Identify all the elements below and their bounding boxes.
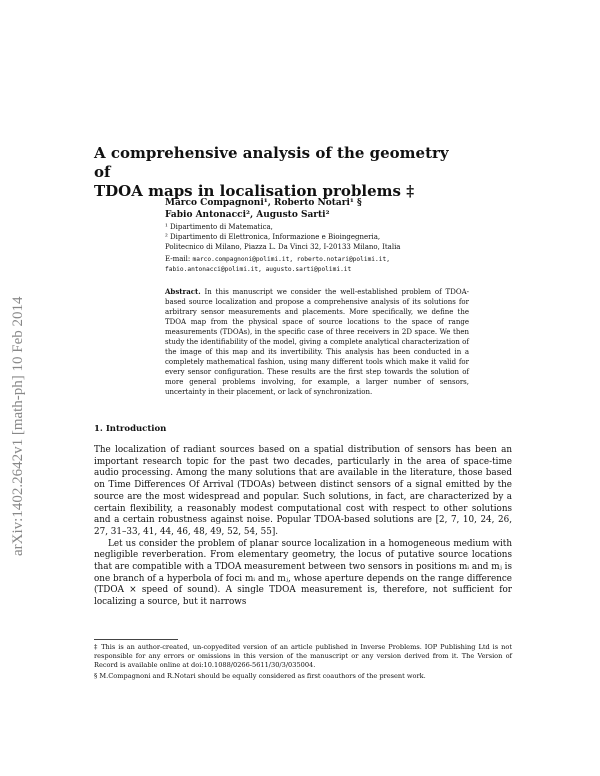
paragraph-1: The localization of radiant sources based on a spatial distribution of sensors has been an important research topic for the past two decades, particularly in the area of space-time audio processing. Among the many solutions that are available in the literature, those based on Time Differences Of Arrival (TDOAs) between distinct sensors of a signal emitted by the source are the most widespread and popular. Such solutions, in fact, are characterized by a certain flexibility, a reasonably modest computational cost with respect to other solutions and a certain robustness against noise. Popular TDOA-based solutions are [2, 7, 10, 24, 26, 27, 31–33, 41, 44, 46, 48, 49, 52, 54, 55]. — [94, 445, 512, 537]
email-line-2[interactable]: fabio.antonacci@polimi.it, augusto.sarti@polimi.it — [165, 266, 352, 273]
email-line-1[interactable]: marco.compagnoni@polimi.it, roberto.notari@polimi.it, — [192, 256, 390, 263]
author-emails — [165, 254, 495, 275]
email-prefix: E-mail: — [165, 255, 193, 263]
title-line-1: A comprehensive analysis of the geometry of — [94, 144, 449, 181]
abstract-label: Abstract. — [165, 287, 201, 296]
paper-title — [94, 144, 454, 201]
abstract-text: In this manuscript we consider the well-established problem of TDOA-based source localization and propose a comprehensive analysis of its solutions for arbitrary sensor measurements and placements. More specifically, we define the TDOA map from the physical space of source locations to the space of range measurements (TDOAs), in the specific case of three receivers in 2D space. We then study the identifiability of the model, giving a complete analytical characterization of the image of this map and its invertibility. This analysis has been conducted in a completely mathematical fashion, using many different tools which make it valid for every sensor configuration. These results are the first step towards the solution of more general problems involving, for example, a larger number of sensors, uncertainty in their placement, or lack of synchronization. — [165, 288, 469, 396]
arxiv-identifier: arXiv:1402.2642v1 [math-ph] 10 Feb 2014 — [10, 296, 26, 556]
affiliation-line-2: ² Dipartimento di Elettronica, Informazione e Bioingegneria, — [165, 233, 381, 241]
authors-line-2: Fabio Antonacci², Augusto Sarti² — [165, 210, 330, 220]
introduction-body — [94, 445, 512, 609]
paragraph-2: Let us consider the problem of planar source localization in a homogeneous medium with negligible reverberation. From elementary geometry, the locus of putative source locations that are compatible with a TDOA measurement between two sensors in positions mᵢ and mⱼ is one branch of a hyperbola of foci mᵢ and mⱼ, whose aperture depends on the range difference (TDOA × speed of sound). A single TDOA measurement is, therefore, not sufficient for localizing a source, but it narrows — [94, 538, 512, 608]
footnote-divider — [94, 639, 178, 640]
author-list — [165, 197, 485, 221]
abstract — [165, 287, 469, 397]
footnote-2: § M.Compagnoni and R.Notari should be equally considered as first coauthors of the present work. — [94, 671, 426, 680]
footnotes — [94, 643, 512, 681]
affiliations — [165, 222, 485, 252]
section-heading-introduction: 1. Introduction — [94, 424, 167, 434]
affiliation-line-3: Politecnico di Milano, Piazza L. Da Vinci 32, I-20133 Milano, Italia — [165, 243, 401, 251]
footnote-1: ‡ This is an author-created, un-copyedited version of an article published in Inverse Problems. IOP Publishing Ltd is not responsible for any errors or omissions in this version of the manuscript or any version derived from it. The Version of Record is available online at doi:10.1088/0266-5611/30/3/035004. — [94, 643, 512, 670]
affiliation-line-1: ¹ Dipartimento di Matematica, — [165, 223, 273, 231]
title-line-2: TDOA maps in localisation problems ‡ — [94, 182, 415, 200]
authors-line-1: Marco Compagnoni¹, Roberto Notari¹ § — [165, 198, 362, 208]
